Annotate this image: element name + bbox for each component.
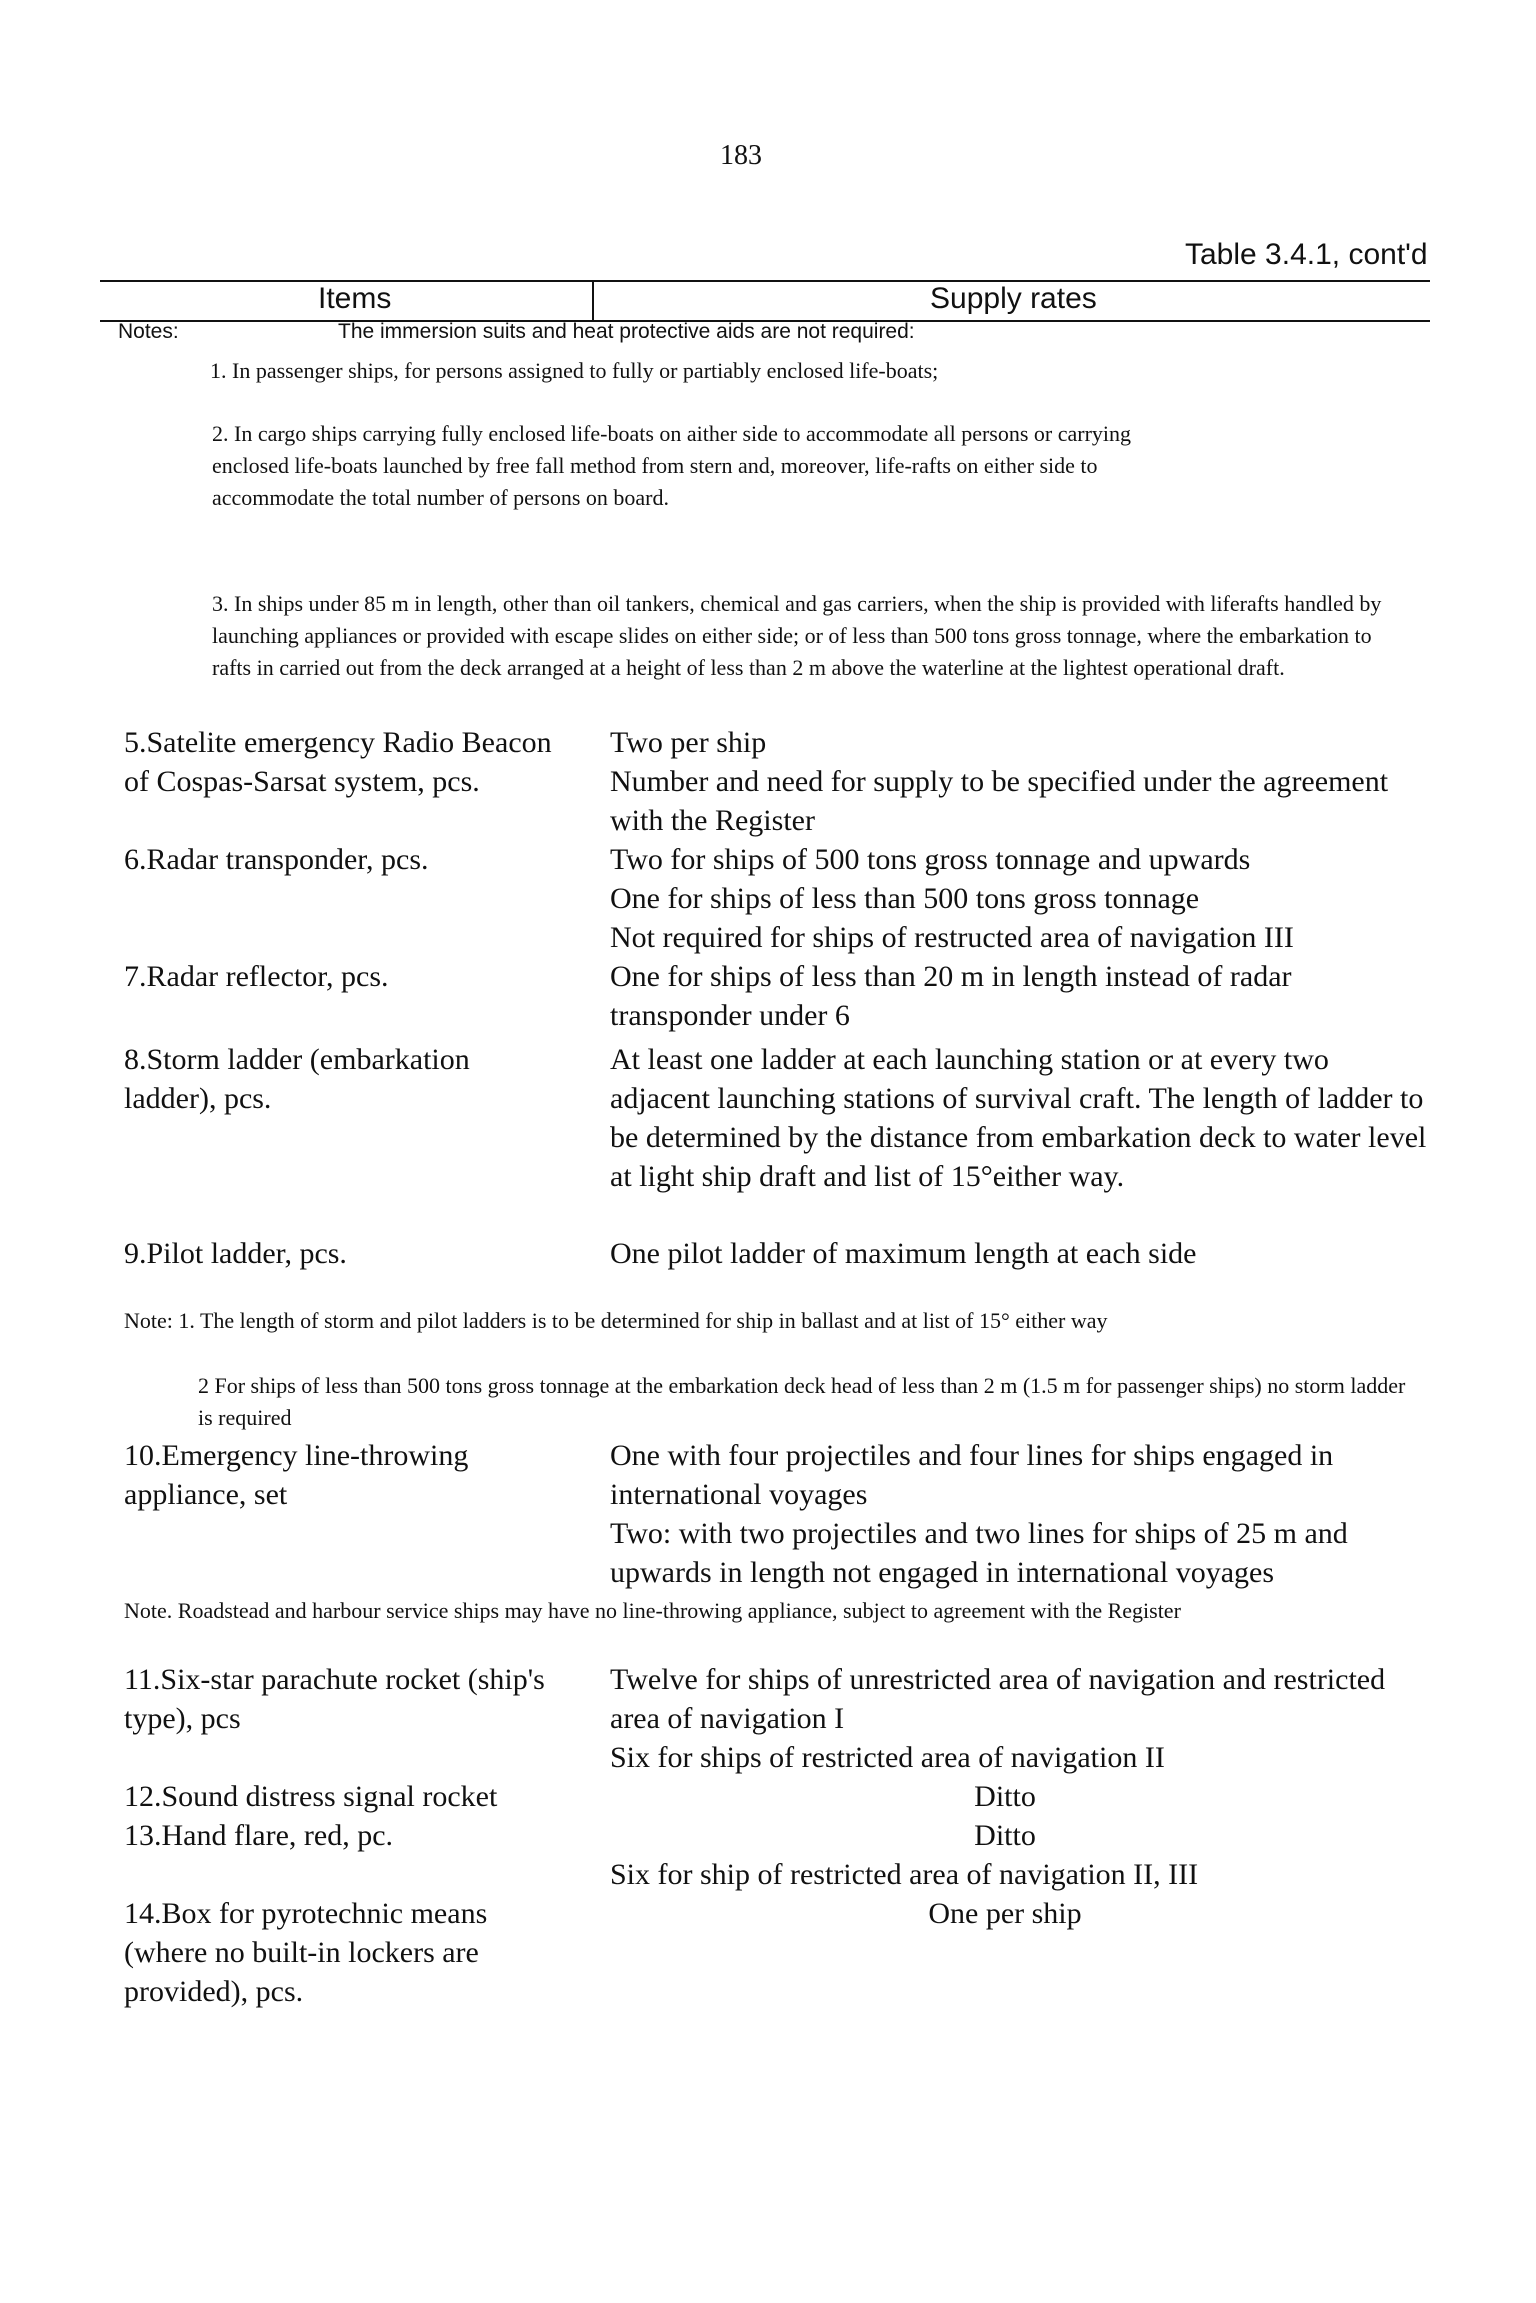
item-13-rate: Ditto: [974, 1819, 1036, 1852]
column-header-supply-rates: Supply rates: [930, 282, 1097, 315]
item-8-name: 8.Storm ladder (embarkation ladder), pcs.: [124, 1043, 470, 1115]
page-number: 183: [720, 140, 762, 171]
notes-intro: The immersion suits and heat protective aids are not required:: [338, 320, 915, 343]
item-6-rate: Two for ships of 500 tons gross tonnage and upwards: [610, 843, 1251, 876]
item-14-rate: One per ship: [928, 1897, 1082, 1930]
column-divider: [592, 281, 594, 320]
item-5-rate-2: Number and need for supply to be specified under the agreement with the Register: [610, 765, 1389, 837]
column-header-items: Items: [318, 282, 392, 315]
item-11-name: 11.Six-star parachute rocket (ship's type), pcs: [124, 1663, 545, 1735]
item-12-rate: Ditto: [974, 1780, 1036, 1813]
item-11-rate: Twelve for ships of unrestricted area of navigation and restricted area of navigation I: [610, 1663, 1386, 1735]
item-6-name: 6.Radar transponder, pcs.: [124, 843, 429, 876]
item-9-name: 9.Pilot ladder, pcs.: [124, 1237, 347, 1270]
note-3: 3. In ships under 85 m in length, other than oil tankers, chemical and gas carriers, when the ship is provided with liferafts handled by launching appliances or provided with escape slides on either side; or of less than 500 tons gross tonnage, where the embarkation to rafts in carried out from the deck arranged at a height of less than 2 m above the waterline at the lightest operational draft.: [212, 591, 1382, 680]
item-13-rate-2: Six for ship of restricted area of navigation II, III: [610, 1858, 1199, 1891]
note-1: 1. In passenger ships, for persons assigned to fully or partiably enclosed life-boats;: [210, 358, 939, 383]
item-12-name: 12.Sound distress signal rocket: [124, 1780, 498, 1813]
table-caption: Table 3.4.1, cont'd: [1185, 238, 1428, 271]
item-7-name: 7.Radar reflector, pcs.: [124, 960, 389, 993]
table-top-rule: [100, 280, 1430, 282]
item-10-name: 10.Emergency line-throwing appliance, set: [124, 1439, 469, 1511]
item-7-rate: One for ships of less than 20 m in length instead of radar transponder under 6: [610, 960, 1292, 1032]
item-6-rate-3: Not required for ships of restructed area of navigation III: [610, 921, 1294, 954]
item-9-rate: One pilot ladder of maximum length at each side: [610, 1237, 1197, 1270]
item-6-rate-2: One for ships of less than 500 tons gross tonnage: [610, 882, 1200, 915]
item-5-rate: Two per ship: [610, 726, 767, 759]
item-8-rate: At least one ladder at each launching station or at every two adjacent launching stations of survival craft. The length of ladder to be determined by the distance from embarkation deck to water level at light ship draft and list of 15°either way.: [610, 1043, 1427, 1193]
item-14-name: 14.Box for pyrotechnic means (where no built-in lockers are provided), pcs.: [124, 1897, 488, 2008]
item-10-note: Note. Roadstead and harbour service ships may have no line-throwing appliance, subject to agreement with the Register: [124, 1598, 1181, 1623]
item-5-name: 5.Satelite emergency Radio Beacon of Cospas-Sarsat system, pcs.: [124, 726, 552, 798]
notes-label: Notes:: [118, 320, 179, 343]
ladder-note-1: Note: 1. The length of storm and pilot ladders is to be determined for ship in ballast and at list of 15° either way: [124, 1308, 1108, 1333]
item-10-rate: One with four projectiles and four lines for ships engaged in international voyages: [610, 1439, 1334, 1511]
item-11-rate-2: Six for ships of restricted area of navigation II: [610, 1741, 1165, 1774]
item-10-rate-2: Two: with two projectiles and two lines for ships of 25 m and upwards in length not engaged in international voyages: [610, 1517, 1348, 1589]
ladder-note-2: 2 For ships of less than 500 tons gross tonnage at the embarkation deck head of less than 2 m (1.5 m for passenger ships) no storm ladder is required: [198, 1373, 1406, 1430]
item-13-name: 13.Hand flare, red, pc.: [124, 1819, 394, 1852]
note-2: 2. In cargo ships carrying fully enclosed life-boats on aither side to accommodate all persons or carrying enclosed life-boats launched by free fall method from stern and, moreover, life-rafts on either side to accommodate the total number of persons on board.: [212, 421, 1132, 510]
